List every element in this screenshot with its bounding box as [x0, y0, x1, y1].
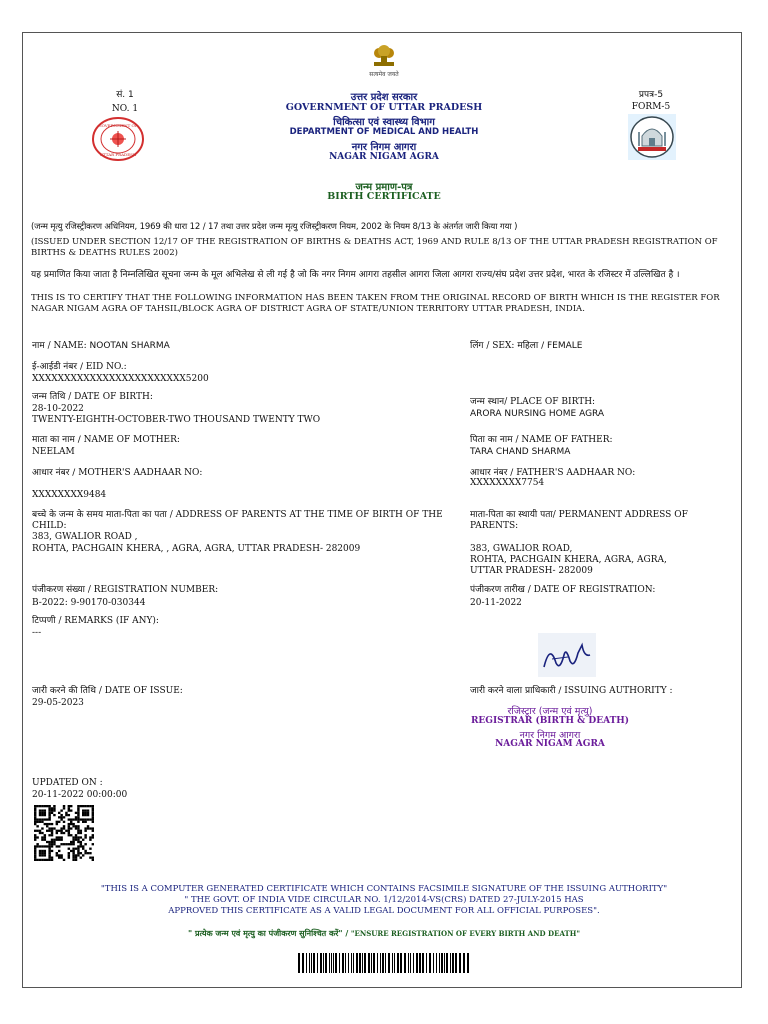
issued-under-hindi: (जन्म मृत्यु रजिस्ट्रीकरण अधिनियम, 1969 की धारा 12 / 17 तथा उत्तर प्रदेश जन्म मृत्यु रजिस्ट्रीकरण नियम, 2002 के नियम 8/13 के अंतर्गत जारी किया गया )	[31, 222, 518, 232]
father-value: TARA CHAND SHARMA	[470, 447, 571, 457]
issue-label-hindi: जारी करने की तिथि	[32, 686, 96, 696]
nagar-nigam-logo-icon	[628, 114, 676, 160]
footer-line-2: " THE GOVT. OF INDIA VIDE CIRCULAR NO. 1/12/2014-VS(CRS) DATED 27-JULY-2015 HAS	[184, 895, 584, 905]
father-aadhaar-label-en: FATHER'S AADHAAR NO:	[513, 468, 636, 478]
title-hindi: जन्म प्रमाण-पत्र	[355, 182, 413, 193]
sex-value: महिला / FEMALE	[517, 341, 583, 351]
qr-code-icon	[34, 805, 94, 861]
eid-label-en: EID NO.:	[83, 362, 127, 372]
authority-label-hindi: जारी करने वाला प्राधिकारी /	[470, 686, 562, 696]
address-at-birth-label	[32, 510, 457, 532]
updated-on-label: UPDATED ON :	[32, 778, 103, 788]
remarks-label	[32, 616, 159, 627]
registrar-nigam: NAGAR NIGAM AGRA	[495, 739, 605, 749]
mother-aadhaar-label-en: MOTHER'S AADHAAR NO:	[75, 468, 203, 478]
mother-value: NEELAM	[32, 447, 75, 457]
name-label-hindi: नाम	[32, 341, 45, 351]
sex-label: / SEX:	[483, 341, 518, 351]
form-number-hindi: प्रपत्र-5	[638, 90, 664, 100]
mother-label-en: NAME OF MOTHER:	[80, 435, 180, 445]
mother-label-hindi: माता का नाम /	[32, 435, 81, 445]
father-label-hindi: पिता का नाम	[470, 435, 513, 445]
slogan	[30, 928, 738, 939]
slogan-hindi: " प्रत्येक जन्म एवं मृत्यु का पंजीकरण सुनिश्चित करें" /	[188, 929, 349, 938]
dob-label-hindi: जन्म तिथि	[32, 392, 66, 402]
barcode-icon	[298, 953, 470, 973]
title: BIRTH CERTIFICATE	[327, 191, 441, 202]
pob-value: ARORA NURSING HOME AGRA	[470, 409, 605, 419]
national-emblem-icon	[370, 42, 398, 68]
eid-label-hindi: ई-आईडी नंबर /	[32, 362, 83, 372]
serial-number: NO. 1	[111, 104, 139, 114]
issue-label-en: / DATE OF ISSUE:	[95, 686, 183, 696]
seal-text-bottom: UTTAR PRADESH	[99, 152, 137, 157]
pob-label-en: / PLACE OF BIRTH:	[504, 397, 596, 407]
issuing-authority-label	[470, 686, 673, 697]
regdate-label-en: / DATE OF REGISTRATION:	[524, 585, 656, 595]
address-line-2: ROHTA, PACHGAIN KHERA, , AGRA, AGRA, UTTAR PRADESH- 282009	[32, 544, 361, 554]
sex-field	[470, 341, 582, 352]
govt-name: GOVERNMENT OF UTTAR PRADESH	[285, 102, 483, 113]
form-number: FORM-5	[631, 102, 671, 112]
slogan-english: "ENSURE REGISTRATION OF EVERY BIRTH AND DEATH"	[350, 929, 580, 938]
address-label-en: / ADDRESS OF PARENTS AT THE TIME OF BIRTH OF THE CHILD:	[32, 510, 443, 531]
remarks-label-en: / REMARKS (IF ANY):	[55, 616, 159, 626]
father-label-en: / NAME OF FATHER:	[512, 435, 613, 445]
eid-value: XXXXXXXXXXXXXXXXXXXXXXXX5200	[32, 374, 209, 384]
nigam-name: NAGAR NIGAM AGRA	[329, 152, 439, 162]
govt-name-hindi: उत्तर प्रदेश सरकार	[350, 92, 418, 103]
dept-name-hindi: चिकित्सा एवं स्वास्थ्य विभाग	[333, 117, 435, 128]
seal-text-top: GOVERNMENT OF	[98, 123, 138, 128]
regdate-label-hindi: पंजीकरण तारीख	[470, 585, 525, 595]
dob-words: TWENTY-EIGHTH-OCTOBER-TWO THOUSAND TWENTY TWO	[32, 415, 321, 425]
footer-line-3: APPROVED THIS CERTIFICATE AS A VALID LEGAL DOCUMENT FOR ALL OFFICIAL PURPOSES".	[168, 906, 600, 916]
sex-label-hindi: लिंग	[470, 341, 484, 351]
certify-text: THIS IS TO CERTIFY THAT THE FOLLOWING INFORMATION HAS BEEN TAKEN FROM THE ORIGINAL RECORD OF BIRTH WHICH IS THE REGISTER FOR NAGAR NIGAM AGRA OF TAHSIL/BLOCK AGRA OF DISTRICT AGRA OF STATE/UNION TERRITORY UTTAR PRADESH, INDIA.	[31, 293, 720, 314]
reg-label-en: / REGISTRATION NUMBER:	[84, 585, 219, 595]
mother-aadhaar-value: XXXXXXXX9484	[32, 490, 107, 500]
address-line-1: 383, GWALIOR ROAD ,	[32, 532, 138, 542]
serial-number-hindi: सं. 1	[116, 90, 134, 100]
emblem-motto: सत्यमेव जयते	[369, 71, 399, 78]
registration-number-value: B-2022: 9-90170-030344	[32, 598, 146, 608]
pob-label-hindi: जन्म स्थान	[470, 397, 505, 407]
dob-label-en: / DATE OF BIRTH:	[65, 392, 153, 402]
name-value: NOOTAN SHARMA	[89, 341, 170, 351]
issue-date-value: 29-05-2023	[32, 698, 84, 708]
registrar-hindi: रजिस्ट्रार (जन्म एवं मृत्यु)	[507, 706, 593, 717]
eid-label	[32, 362, 127, 373]
father-aadhaar-label-hindi: आधार नंबर /	[470, 468, 514, 478]
perm-label-hindi: माता-पिता का स्थायी पता	[470, 510, 553, 520]
dob-value: 28-10-2022	[32, 404, 84, 414]
mother-aadhaar-label-hindi: आधार नंबर /	[32, 468, 76, 478]
dept-name: DEPARTMENT OF MEDICAL AND HEALTH	[289, 127, 479, 137]
name-field	[32, 341, 170, 352]
permanent-address-line-2: ROHTA, PACHGAIN KHERA, AGRA, AGRA,	[470, 555, 667, 565]
father-aadhaar-value: XXXXXXXX7754	[470, 478, 545, 488]
father-label	[470, 435, 613, 446]
certify-text-hindi: यह प्रमाणित किया जाता है निम्नलिखित सूचना जन्म के मूल अभिलेख से ली गई है जो कि नगर निगम आगरा तहसील आगरा जिला आगरा राज्य/संघ प्रदेश उत्तर प्रदेश, भारत के रजिस्टर में उल्लिखित है ।	[31, 270, 680, 280]
issued-under: (ISSUED UNDER SECTION 12/17 OF THE REGISTRATION OF BIRTHS & DEATHS ACT, 1969 AND RULE 8/13 OF THE UTTAR PRADESH REGISTRATION OF BIRTHS & DEATHS RULES 2002)	[31, 237, 718, 258]
remarks-label-hindi: टिप्पणी	[32, 616, 56, 626]
mother-aadhaar-label	[32, 468, 202, 479]
registrar: REGISTRAR (BIRTH & DEATH)	[470, 716, 630, 726]
reg-label-hindi: पंजीकरण संख्या	[32, 585, 85, 595]
registration-date-label	[470, 585, 655, 596]
authority-label-en: ISSUING AUTHORITY :	[561, 686, 673, 696]
updated-on-value: 20-11-2022 00:00:00	[32, 790, 128, 800]
address-label-hindi: बच्चे के जन्म के समय माता-पिता का पता	[32, 510, 167, 520]
pob-label	[470, 397, 595, 408]
issue-date-label	[32, 686, 183, 697]
footer-line-1: "THIS IS A COMPUTER GENERATED CERTIFICATE WHICH CONTAINS FACSIMILE SIGNATURE OF THE ISSUING AUTHORITY"	[100, 884, 668, 894]
perm-label-en: / PERMANENT ADDRESS OF PARENTS:	[470, 510, 688, 531]
remarks-value: ---	[32, 628, 42, 638]
registration-date-value: 20-11-2022	[470, 598, 522, 608]
registrar-nigam-hindi: नगर निगम आगरा	[519, 730, 581, 741]
permanent-address-line-3: UTTAR PRADESH- 282009	[470, 566, 593, 576]
dob-label	[32, 392, 153, 403]
mother-label	[32, 435, 180, 446]
name-label: / NAME:	[44, 341, 90, 351]
permanent-address-label	[470, 510, 725, 532]
registration-number-label	[32, 585, 218, 596]
signature-icon	[538, 633, 596, 677]
permanent-address-line-1: 383, GWALIOR ROAD,	[470, 544, 573, 554]
nigam-name-hindi: नगर निगम आगरा	[351, 142, 417, 153]
